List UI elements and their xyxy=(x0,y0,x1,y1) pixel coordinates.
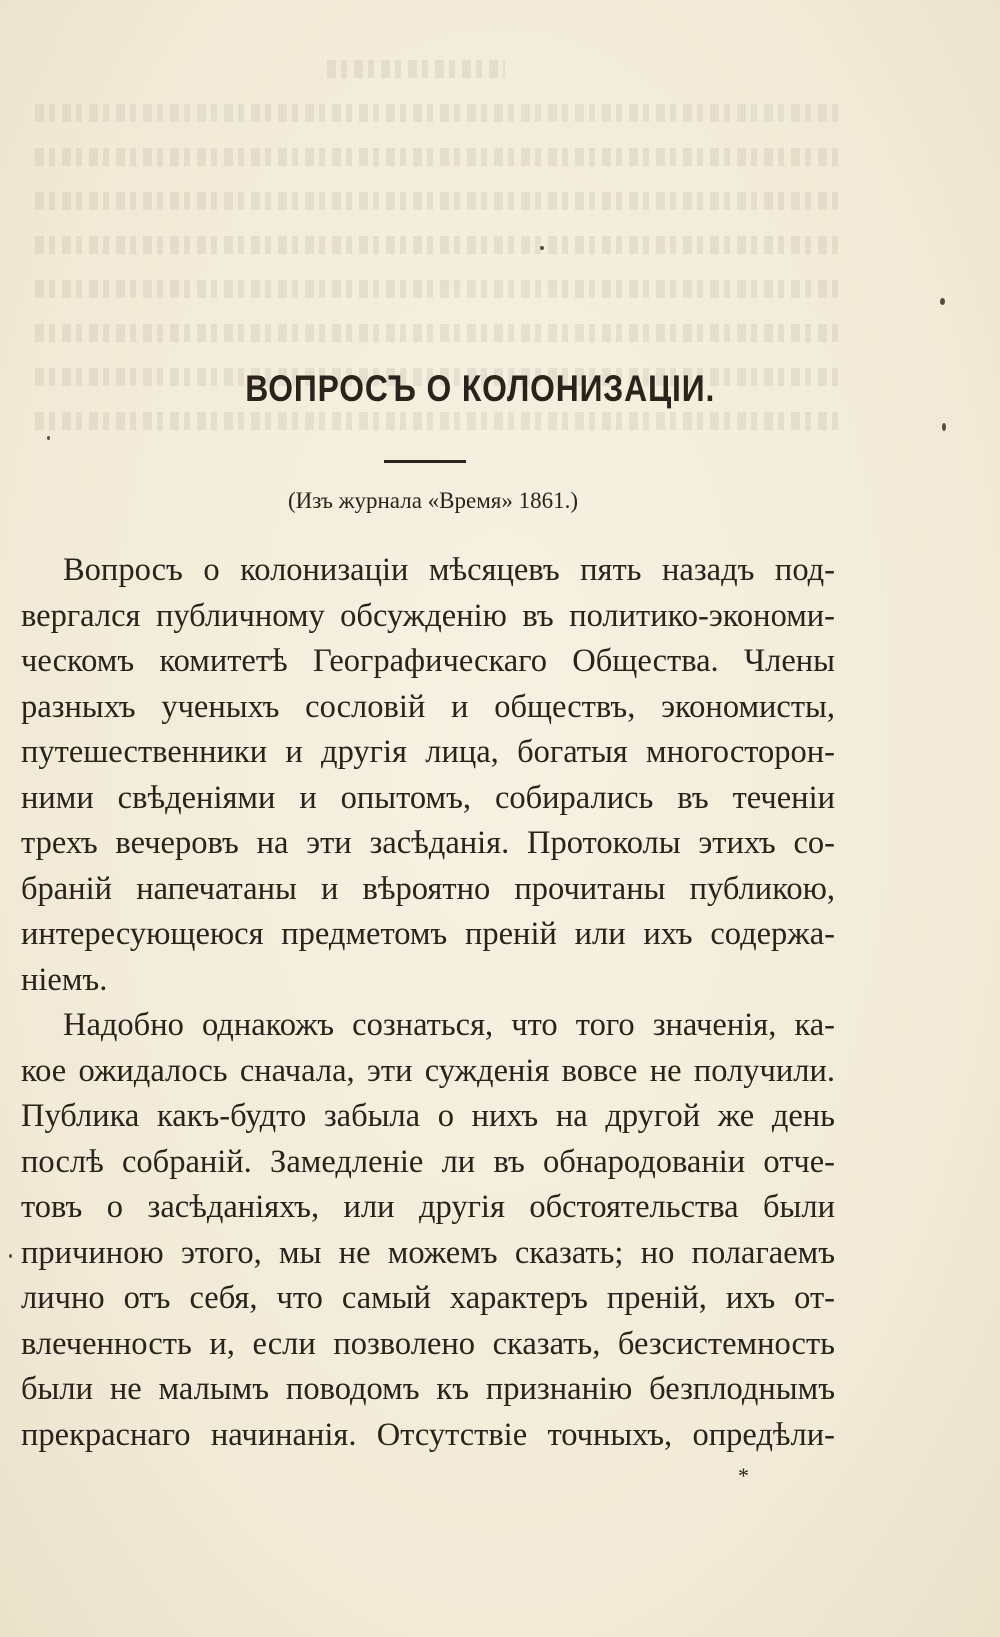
show-through-text xyxy=(35,60,845,490)
text-line: браній напечатаны и вѣроятно прочитаны публикою, xyxy=(21,870,835,907)
title-rule xyxy=(384,460,466,463)
text-line: трехъ вечеровъ на эти засѣданія. Протоколы этихъ со- xyxy=(21,825,835,861)
text-line: ніемъ. xyxy=(21,961,108,998)
ink-speck xyxy=(942,423,946,431)
text-line: лично отъ себя, что самый характеръ преній, ихъ от- xyxy=(21,1280,835,1316)
text-line: Надобно однакожъ сознаться, что того значенія, ка- xyxy=(63,1007,835,1043)
ink-speck xyxy=(540,246,544,250)
text-line: прекраснаго начинанія. Отсутствіе точныхъ, опредѣли- xyxy=(21,1416,835,1453)
text-line: были не малымъ поводомъ къ признанію безплоднымъ xyxy=(21,1371,835,1407)
source-note: (Изъ журнала «Время» 1861.) xyxy=(288,488,578,513)
text-line: кое ожидалось сначала, эти сужденія вовсе не получили. xyxy=(21,1052,835,1089)
text-line: послѣ собраній. Замедленіе ли въ обнародованіи отче- xyxy=(21,1143,835,1180)
paragraph-1 xyxy=(21,548,835,1003)
ink-speck xyxy=(9,1254,12,1258)
text-line: ческомъ комитетѣ Географическаго Общества. Члены xyxy=(21,643,835,679)
text-line: причиною этого, мы не можемъ сказать; но полагаемъ xyxy=(21,1234,835,1271)
ink-speck xyxy=(940,298,945,305)
text-line: интересующеюся предметомъ преній или ихъ содержа- xyxy=(21,916,835,952)
text-line: Публика какъ-будто забыла о нихъ на другой же день xyxy=(21,1098,835,1134)
text-line: разныхъ ученыхъ сословій и обществъ, экономисты, xyxy=(21,688,835,725)
text-line: влеченность и, если позволено сказать, безсистемность xyxy=(21,1325,835,1362)
text-line: товъ о засѣданіяхъ, или другія обстоятельства были xyxy=(21,1189,835,1225)
text-line: вергался публичному обсужденію въ политико-экономи- xyxy=(21,597,835,634)
text-line: ними свѣденіями и опытомъ, собирались въ теченіи xyxy=(21,779,835,816)
paragraph-2 xyxy=(21,1003,835,1458)
article-title: ВОПРОСЪ О КОЛОНИЗАЦІИ. xyxy=(245,368,716,409)
signature-mark: * xyxy=(738,1463,749,1488)
ink-speck xyxy=(47,436,50,440)
text-line: Вопросъ о колонизаціи мѣсяцевъ пять назадъ под- xyxy=(63,552,835,588)
article-body xyxy=(21,548,835,1458)
text-line: путешественники и другія лица, богатыя многосторон- xyxy=(21,734,835,770)
